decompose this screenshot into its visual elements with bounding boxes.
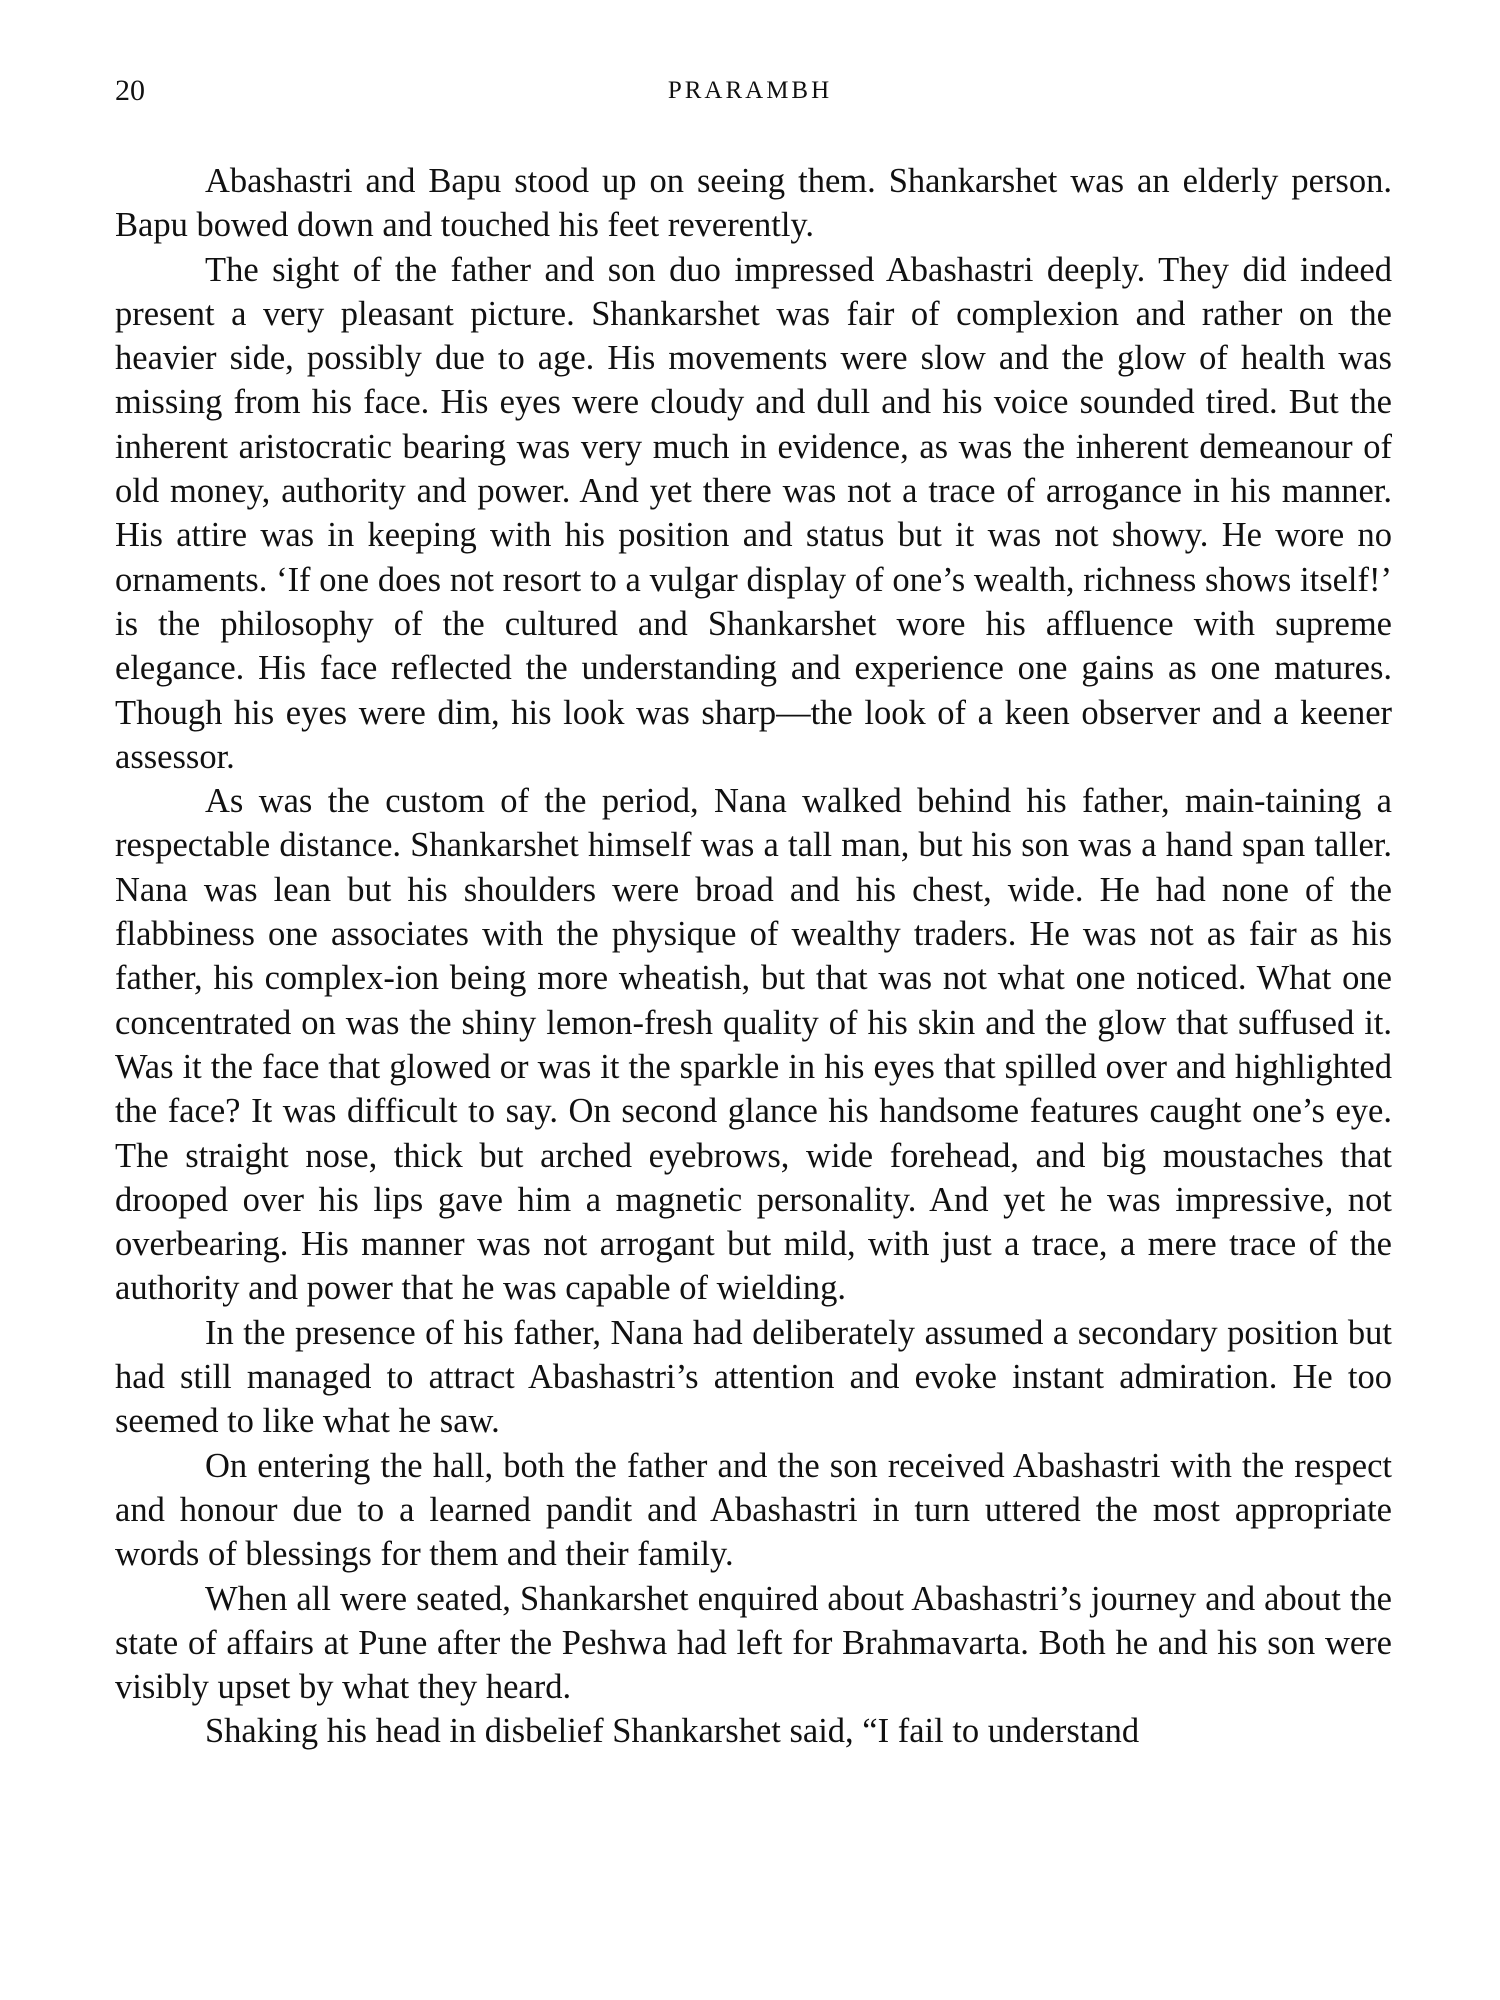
book-title: PRARAMBH xyxy=(667,77,833,104)
paragraph: When all were seated, Shankarshet enquired about Abashastri’s journey and about the state of affairs at Pune after the Peshwa had left for Brahmavarta. Both he and his son were visibly upset by what they heard. xyxy=(115,1579,1392,1707)
paragraph: The sight of the father and son duo impressed Abashastri deeply. They did indeed present a very pleasant picture. Shankarshet was fair of complexion and rather on the heavier side, possibly due to age. His movements were slow and the glow of health was missing from his face. His eyes were cloudy and dull and his voice sounded tired. But the inherent aristocratic bearing was very much in evidence, as was the inherent demeanour of old money, authority and power. And yet there was not a trace of arrogance in his manner. His attire was in keeping with his position and status but it was not showy. He wore no ornaments. ‘If one does not resort to a vulgar display of one’s wealth, richness shows itself!’ is the philosophy of the cultured and Shankarshet wore his affluence with supreme elegance. His face reflected the understanding and experience one gains as one matures. Though his eyes were dim, his look was sharp—the look of a keen observer and a keener assessor. xyxy=(115,250,1392,776)
paragraph: In the presence of his father, Nana had deliberately assumed a secondary position but had still managed to attract Abashastri’s attention and evoke instant admiration. He too seemed to like what he saw. xyxy=(115,1313,1392,1441)
body-text xyxy=(115,159,1392,1754)
paragraph: As was the custom of the period, Nana walked behind his father, main-taining a respectable distance. Shankarshet himself was a tall man, but his son was a hand span taller. Nana was lean but his shoulders were broad and his chest, wide. He had none of the flabbiness one associates with the physique of wealthy traders. He was not as fair as his father, his complex-ion being more wheatish, but that was not what one noticed. What one concentrated on was the shiny lemon-fresh quality of his skin and the glow that suffused it. Was it the face that glowed or was it the sparkle in his eyes that spilled over and highlighted the face? It was difficult to say. On second glance his handsome features caught one’s eye. The straight nose, thick but arched eyebrows, wide forehead, and big moustaches that drooped over his lips gave him a magnetic personality. And yet he was impressive, not overbearing. His manner was not arrogant but mild, with just a trace, a mere trace of the authority and power that he was capable of wielding. xyxy=(115,782,1392,1308)
paragraph: Abashastri and Bapu stood up on seeing them. Shankarshet was an elderly person. Bapu bowed down and touched his feet reverently. xyxy=(115,162,1392,245)
page-number: 20 xyxy=(115,74,145,107)
paragraph: Shaking his head in disbelief Shankarshet said, “I fail to understand xyxy=(205,1712,1140,1751)
running-head xyxy=(115,74,1385,114)
paragraph: On entering the hall, both the father and the son received Abashastri with the respect and honour due to a learned pandit and Abashastri in turn uttered the most appropriate words of blessings for them and their family. xyxy=(115,1446,1392,1574)
